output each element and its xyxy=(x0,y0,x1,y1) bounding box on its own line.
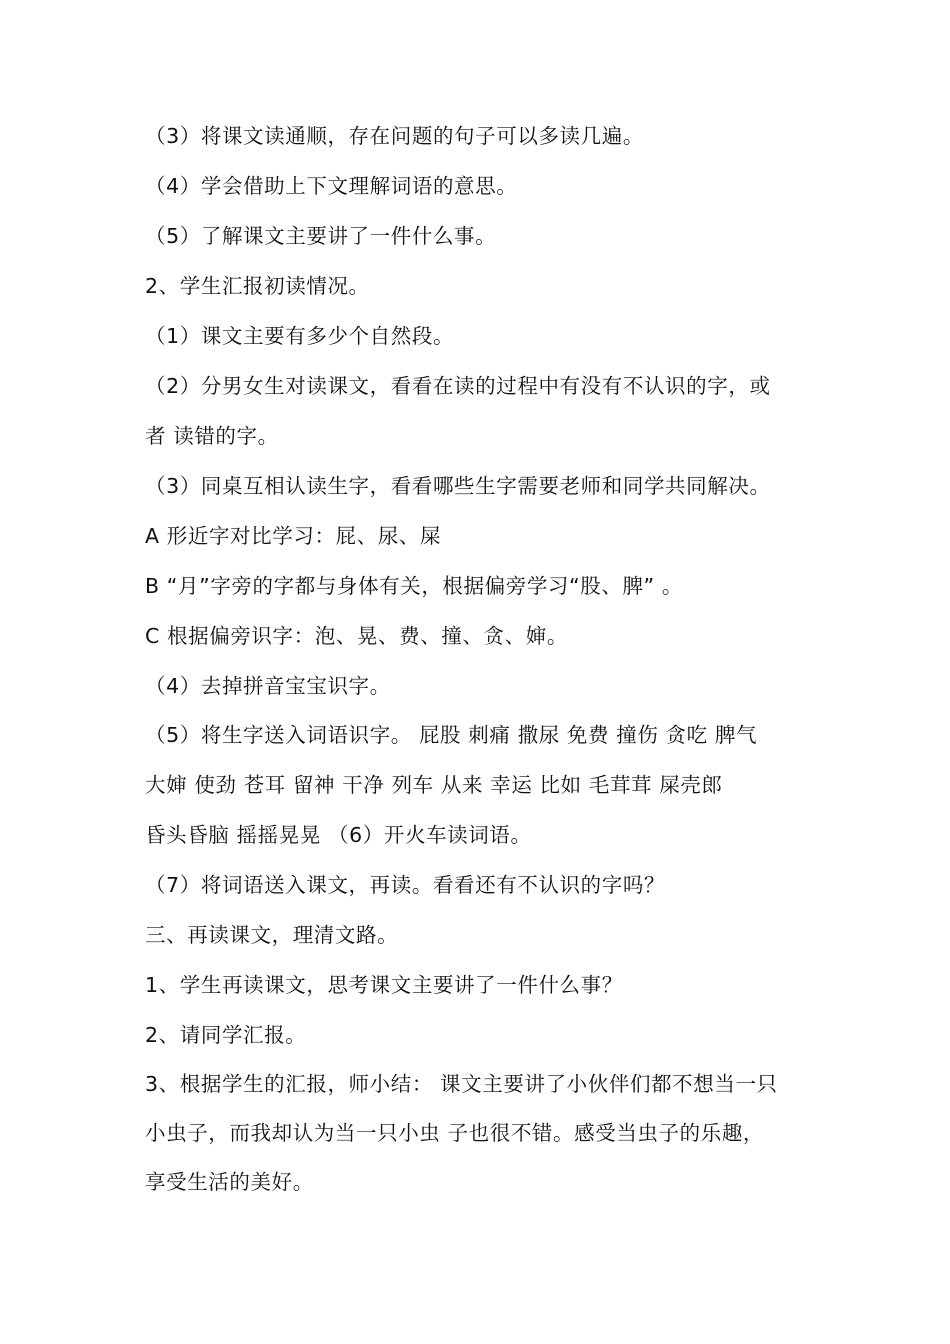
text-line: （5）将生字送入词语识字。 屁股 刺痛 撒尿 免费 撞伤 贪吃 脾气 xyxy=(145,723,758,747)
text-line: 1、学生再读课文，思考课文主要讲了一件什么事？ xyxy=(145,973,623,997)
text-line: （5）了解课文主要讲了一件什么事。 xyxy=(145,224,497,248)
text-line: （4）学会借助上下文理解词语的意思。 xyxy=(145,174,518,198)
text-line: （2）分男女生对读课文，看看在读的过程中有没有不认识的字，或 xyxy=(145,374,771,398)
text-line: 昏头昏脑 摇摇晃晃 （6）开火车读词语。 xyxy=(145,823,532,847)
text-line: 者 读错的字。 xyxy=(145,424,279,448)
text-line: （7）将词语送入课文，再读。看看还有不认识的字吗？ xyxy=(145,873,666,897)
text-line: （3）同桌互相认读生字，看看哪些生字需要老师和同学共同解决。 xyxy=(145,474,771,498)
text-line: 2、请同学汇报。 xyxy=(145,1023,307,1047)
text-line: 大婶 使劲 苍耳 留神 干净 列车 从来 幸运 比如 毛茸茸 屎壳郎 xyxy=(145,773,723,797)
text-line: 享受生活的美好。 xyxy=(145,1170,314,1194)
text-line: C 根据偏旁识字：泡、晃、费、撞、贪、婶。 xyxy=(145,624,568,648)
text-line: （3）将课文读通顺，存在问题的句子可以多读几遍。 xyxy=(145,124,644,148)
text-line: （4）去掉拼音宝宝识字。 xyxy=(145,674,391,698)
text-line: 小虫子，而我却认为当一只小虫 子也很不错。感受当虫子的乐趣， xyxy=(145,1121,765,1145)
text-line: A 形近字对比学习：屁、尿、屎 xyxy=(145,524,442,548)
text-line: B “月”字旁的字都与身体有关，根据偏旁学习“股、脾” 。 xyxy=(145,574,683,598)
text-line: （1）课文主要有多少个自然段。 xyxy=(145,324,455,348)
text-line: 三、再读课文，理清文路。 xyxy=(145,923,399,947)
text-line: 2、学生汇报初读情况。 xyxy=(145,274,370,298)
text-line: 3、根据学生的汇报，师小结： 课文主要讲了小伙伴们都不想当一只 xyxy=(145,1072,778,1096)
